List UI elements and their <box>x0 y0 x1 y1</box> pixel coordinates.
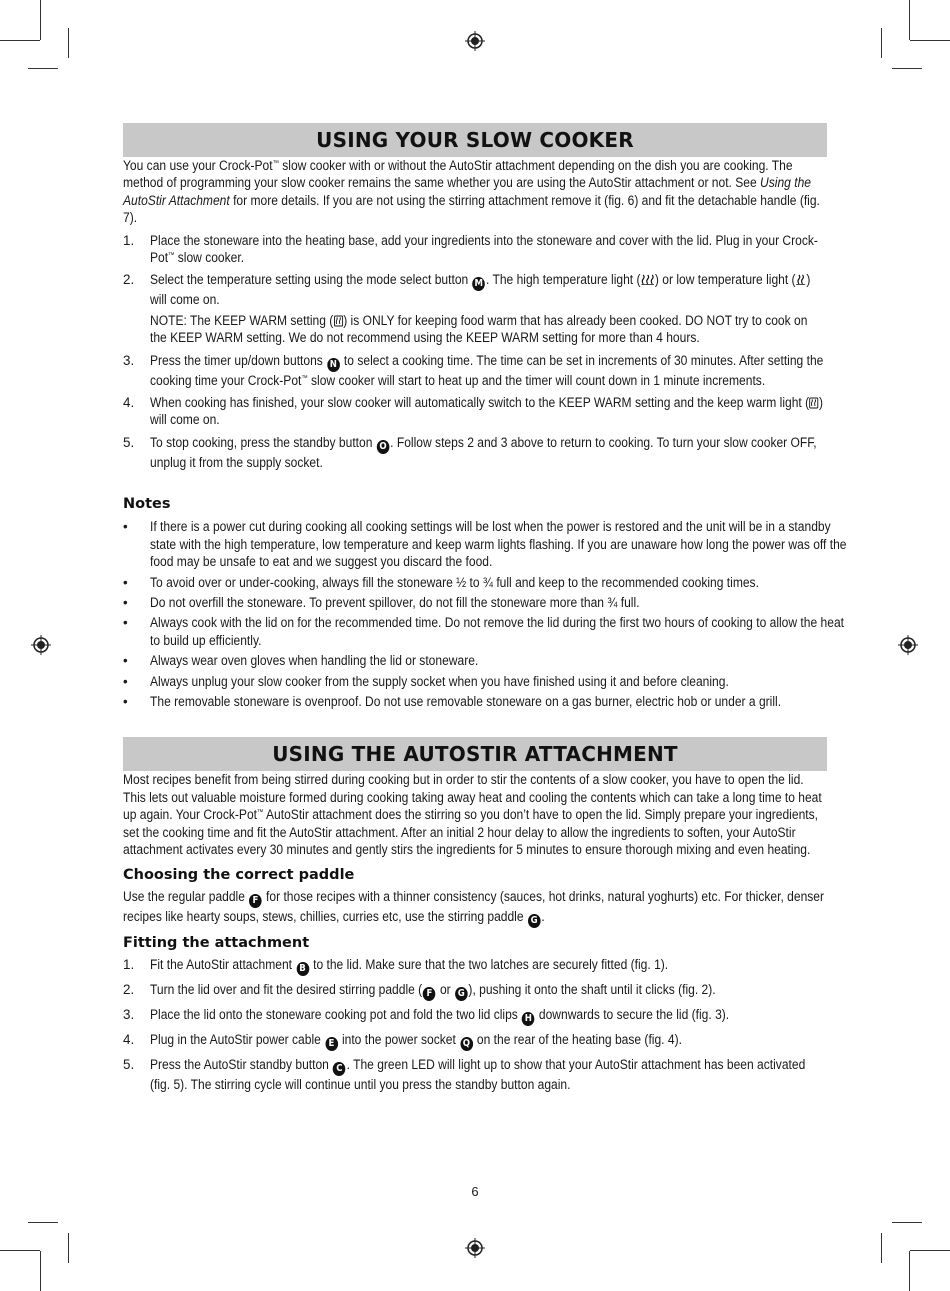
registration-mark-icon <box>898 635 918 655</box>
label-o-icon: O <box>377 440 390 454</box>
paddle-heading: Choosing the correct paddle <box>123 867 355 884</box>
label-b-icon: B <box>296 962 309 976</box>
list-item: • To avoid over or under-cooking, always fill the stoneware ½ to ¾ full and keep to the recommended cooking times. <box>123 574 759 590</box>
list-item: 2. Select the temperature setting using the mode select button M . The high temperature light ( ) or low temperature light ( ) will come on. NOTE: The KEEP WARM setting ( ) is ONLY for keeping food warm that has already been cooked. DO NOT try to cook on the KEEP WARM setting. We do not recommend using the KEEP WARM setting for more than 4 hours. <box>123 272 811 346</box>
label-f-icon: F <box>249 894 262 908</box>
label-q-icon: Q <box>460 1037 473 1051</box>
list-item: • The removable stoneware is ovenproof. Do not use removable stoneware on a gas burner, electric hob or under a grill. <box>123 693 782 709</box>
keep-warm-icon <box>809 397 819 409</box>
autostir-intro-paragraph: Most recipes benefit from being stirred during cooking but in order to stir the contents of a slow cooker, you have to open the lid. This lets out valuable moisture formed during cooking taking away heat and cooling the contents which can take a long time to heat up again. Your Crock-Pot™ AutoStir attachment does the stirring so you don’t have to open the lid. Simply prepare your ingredients, set the cooking time and fit the AutoStir attachment. After an initial 2 hour delay to allow the ingredients to soften, your AutoStir attachment activates every 30 minutes and gently stirs the ingredients for 5 minutes to ensure thorough mixing and even heating. <box>123 772 822 857</box>
registration-mark-icon <box>31 635 51 655</box>
list-item: 4. When cooking has finished, your slow cooker will automatically switch to the KEEP WARM setting and the keep warm light ( ) will come on. <box>123 395 824 428</box>
crop-mark <box>909 1251 910 1291</box>
crop-mark <box>68 28 69 58</box>
label-g-icon: G <box>455 987 468 1001</box>
label-h-icon: H <box>522 1012 535 1026</box>
crop-mark <box>892 1222 922 1223</box>
label-e-icon: E <box>325 1037 338 1051</box>
list-item: 4. Plug in the AutoStir power cable E into the power socket Q on the rear of the heating base (fig. 4). <box>123 1032 682 1050</box>
list-item: 5. To stop cooking, press the standby button O . Follow steps 2 and 3 above to return to cooking. To turn your slow cooker OFF, unplug it from the supply socket. <box>123 434 817 470</box>
list-item: 2. Turn the lid over and fit the desired stirring paddle ( F or G ), pushing it onto the shaft until it clicks (fig. 2). <box>123 982 716 1000</box>
crop-mark <box>68 1233 69 1263</box>
crop-mark <box>0 40 40 41</box>
crop-mark <box>28 68 58 69</box>
list-item: • If there is a power cut during cooking all cooking settings will be lost when the power is restored and the unit will be in a standby state with the high temperature, low temperature and keep warm lights flashing. If you are unaware how long the power was off the food may be unsafe to eat and we suggest you discard the food. <box>123 519 847 570</box>
crop-mark <box>881 1233 882 1263</box>
cooking-steps-list <box>123 232 827 472</box>
crop-mark <box>910 1250 950 1251</box>
crop-mark <box>909 0 910 40</box>
label-f-icon: F <box>423 987 436 1001</box>
list-item: 5. Press the AutoStir standby button C . The green LED will light up to show that your AutoStir attachment has been activated (fig. 5). The stirring cycle will continue until you press the standby button again. <box>123 1057 806 1093</box>
list-item: • Always unplug your slow cooker from the supply socket when you have finished using it and before cleaning. <box>123 673 729 689</box>
notes-list <box>123 518 847 710</box>
list-item: 1. Place the stoneware into the heating base, add your ingredients into the stoneware and cover with the lid. Plug in your Crock-Pot™ slow cooker. <box>123 232 818 266</box>
low-temperature-icon <box>796 274 807 285</box>
notes-heading: Notes <box>123 496 171 513</box>
intro-paragraph: You can use your Crock-Pot™ slow cooker with or without the AutoStir attachment depending on the dish you are cooking. The method of programming your slow cooker remains the same whether you are using the AutoStir attachment or not. See Using the AutoStir Attachment for more details. If you are not using the stirring attachment remove it (fig. 6) and fit the detachable handle (fig. 7). <box>123 158 820 226</box>
registration-mark-icon <box>465 31 485 51</box>
fitting-heading: Fitting the attachment <box>123 935 310 952</box>
crop-mark <box>28 1222 58 1223</box>
label-c-icon: C <box>333 1062 346 1076</box>
list-item: • Do not overfill the stoneware. To prevent spillover, do not fill the stoneware more than ¾ full. <box>123 594 640 610</box>
list-item: • Always wear oven gloves when handling the lid or stoneware. <box>123 653 479 669</box>
page-number: 6 <box>471 1184 479 1199</box>
list-item: 3. Place the lid onto the stoneware cooking pot and fold the two lid clips H downwards to secure the lid (fig. 3). <box>123 1007 730 1025</box>
list-item: 1. Fit the AutoStir attachment B to the lid. Make sure that the two latches are securely fitted (fig. 1). <box>123 957 669 975</box>
label-m-icon: M <box>472 277 485 291</box>
paddle-paragraph: Use the regular paddle F for those recipes with a thinner consistency (sauces, hot drinks, natural yoghurts) etc. For thicker, denser recipes like hearty soups, stews, chillies, curries etc, use the stirring paddle G . <box>123 889 825 927</box>
section-banner-autostir: USING THE AUTOSTIR ATTACHMENT <box>123 737 827 771</box>
crop-mark <box>892 68 922 69</box>
section-banner-slow-cooker: USING YOUR SLOW COOKER <box>123 123 827 157</box>
keep-warm-icon <box>333 315 343 327</box>
high-temperature-icon <box>641 274 655 285</box>
crop-mark <box>0 1250 40 1251</box>
page-content <box>123 123 847 1099</box>
crop-mark <box>881 28 882 58</box>
crop-mark <box>40 0 41 40</box>
label-g-icon: G <box>528 914 541 928</box>
fitting-steps-list <box>123 956 827 1093</box>
crop-mark <box>910 40 950 41</box>
list-item: • Always cook with the lid on for the recommended time. Do not remove the lid during the first two hours of cooking to allow the heat to build up efficiently. <box>123 615 844 648</box>
registration-mark-icon <box>465 1238 485 1258</box>
crop-mark <box>40 1251 41 1291</box>
label-n-icon: N <box>327 358 340 372</box>
list-item: 3. Press the timer up/down buttons N to select a cooking time. The time can be set in increments of 30 minutes. After setting the cooking time your Crock-Pot™ slow cooker will start to heat up and the timer will count down in 1 minute increments. <box>123 352 824 388</box>
